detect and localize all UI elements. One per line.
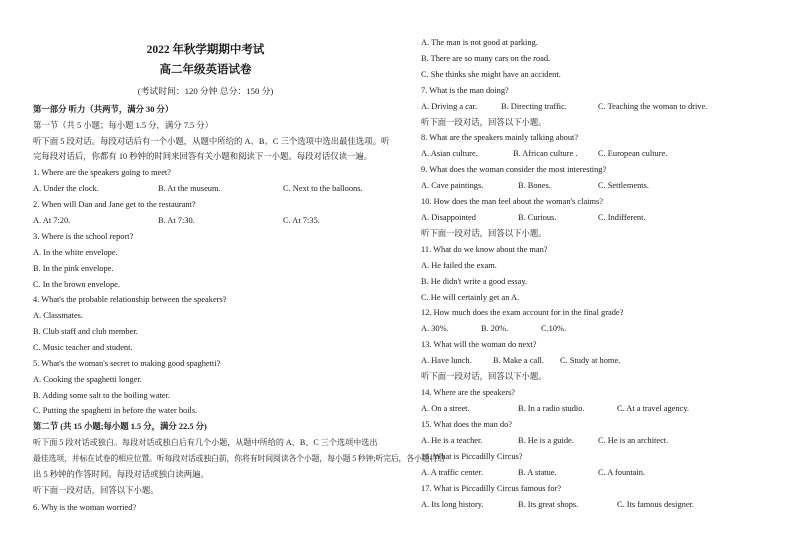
question: 3. Where is the school report? <box>33 232 134 241</box>
dialog-instruction: 听下面一段对话，回答以下小题。 <box>33 486 159 495</box>
option: A. He failed the exam. <box>421 261 497 270</box>
instruction-line: 听下面 5 段对话。每段对话后有一个小题，从题中所给的 A、B、C 三个选项中选出最佳选项。听 <box>33 137 390 146</box>
option: B. In the pink envelope. <box>33 264 114 273</box>
option: A. Cave paintings. <box>421 181 484 190</box>
option: A. Disappointed <box>421 213 476 222</box>
option: C. He will certainly get an A. <box>421 293 520 302</box>
dialog-instruction: 听下面一段对话，回答以下小题。 <box>421 372 547 381</box>
option: B. African culture . <box>513 149 578 158</box>
question: 1. Where are the speakers going to meet? <box>33 168 171 177</box>
option: B. Bones. <box>518 181 551 190</box>
option: B. There are so many cars on the road. <box>421 54 551 63</box>
option: C. He is an architect. <box>598 436 669 445</box>
question: 12. How much does the exam account for in the final grade? <box>421 308 624 317</box>
option: A. Its long history. <box>421 500 484 509</box>
option: C.10%. <box>541 324 567 333</box>
question: 15. What does the man do? <box>421 420 513 429</box>
option: A. Asian culture. <box>421 149 478 158</box>
option: A. 30%. <box>421 324 449 333</box>
option: A. At 7:20. <box>33 216 71 225</box>
option: A. Cooking the spaghetti longer. <box>33 375 142 384</box>
question: 16. What is Piccadilly Circus? <box>421 452 523 461</box>
option: B. He is a guide. <box>518 436 574 445</box>
exam-meta: (考试时间：120 分钟 总分：150 分) <box>137 86 274 96</box>
section-heading: 第一节（共 5 小题；每小题 1.5 分，满分 7.5 分） <box>33 121 214 130</box>
exam-title: 2022 年秋学期期中考试 <box>146 44 265 56</box>
question: 13. What will the woman do next? <box>421 340 537 349</box>
option: B. Curious. <box>518 213 557 222</box>
option: C. A fountain. <box>598 468 645 477</box>
question: 9. What does the woman consider the most interesting? <box>421 165 607 174</box>
option: A. Classmates. <box>33 311 84 320</box>
option: C. Next to the balloons. <box>283 184 363 193</box>
option: C. Putting the spaghetti in before the water boils. <box>33 406 198 415</box>
question: 6. Why is the woman worried? <box>33 503 137 512</box>
option: B. In a radio studio. <box>518 404 585 413</box>
option: C. In the brown envelope. <box>33 280 120 289</box>
option: A. Have lunch. <box>421 356 472 365</box>
option: B. 20%. <box>481 324 509 333</box>
question: 5. What's the woman's secret to making good spaghetti? <box>33 359 221 368</box>
option: B. Directing traffic. <box>501 102 567 111</box>
option: A. Driving a car. <box>421 102 478 111</box>
option: C. At 7:35. <box>283 216 320 225</box>
option: A. Under the clock. <box>33 184 99 193</box>
option: C. Music teacher and student. <box>33 343 133 352</box>
question: 4. What's the probable relationship between the speakers? <box>33 295 227 304</box>
option: A. In the white envelope. <box>33 248 118 257</box>
option: A. He is a teacher. <box>421 436 483 445</box>
question: 14. Where are the speakers? <box>421 388 516 397</box>
question: 17. What is Piccadilly Circus famous for? <box>421 484 562 493</box>
option: A. The man is not good at parking. <box>421 38 538 47</box>
option: B. He didn't write a good essay. <box>421 277 528 286</box>
option: B. Adding some salt to the boiling water. <box>33 391 171 400</box>
option: C. Teaching the woman to drive. <box>598 102 708 111</box>
option: B. Its great shops. <box>518 500 579 509</box>
question: 11. What do we know about the man? <box>421 245 548 254</box>
option: A. On a street. <box>421 404 470 413</box>
option: C. European culture. <box>598 149 668 158</box>
option: C. Its famous designer. <box>617 500 694 509</box>
question: 2. When will Dan and Jane get to the restaurant? <box>33 200 196 209</box>
instruction-line: 听下面 5 段对话或独白。每段对话或独白后有几个小题，从题中所给的 A、B、C 三个选项中选出 <box>33 438 378 447</box>
option: B. A statue. <box>518 468 557 477</box>
option: C. Study at home. <box>560 356 621 365</box>
option: B. Club staff and club member. <box>33 327 138 336</box>
part-heading: 第一部分 听力（共两节，满分 30 分） <box>33 105 174 114</box>
option: C. She thinks she might have an accident. <box>421 70 561 79</box>
option: C. Indifferent. <box>598 213 646 222</box>
option: B. At the museum. <box>158 184 221 193</box>
option: B. At 7:30. <box>158 216 195 225</box>
dialog-instruction: 听下面一段对话，回答以下小题。 <box>421 229 547 238</box>
option: B. Make a call. <box>493 356 544 365</box>
instruction-line: 出 5 秒钟的作答时间。每段对话或独白读两遍。 <box>33 470 209 479</box>
section-heading: 第二节 (共 15 小题;每小题 1.5 分，满分 22.5 分) <box>33 422 207 431</box>
dialog-instruction: 听下面一段对话，回答以下小题。 <box>421 118 547 127</box>
option: C. Settlements. <box>598 181 649 190</box>
question: 7. What is the man doing? <box>421 86 509 95</box>
option: A. A traffic center. <box>421 468 483 477</box>
instruction-line: 完每段对话后，你都有 10 秒钟的时间来回答有关小题和阅读下一小题。每段对话仅读一遍。 <box>33 152 373 161</box>
option: C. At a travel agency. <box>617 404 690 413</box>
question: 8. What are the speakers mainly talking about? <box>421 133 579 142</box>
instruction-line: 最佳选项，并标在试卷的相应位置。听每段对话或独白前，你将有时间阅读各个小题，每小题 5 秒钟;听完后，各小题将给 <box>33 454 445 463</box>
exam-subtitle: 高二年级英语试卷 <box>159 64 252 76</box>
question: 10. How does the man feel about the woman's claims? <box>421 197 603 206</box>
